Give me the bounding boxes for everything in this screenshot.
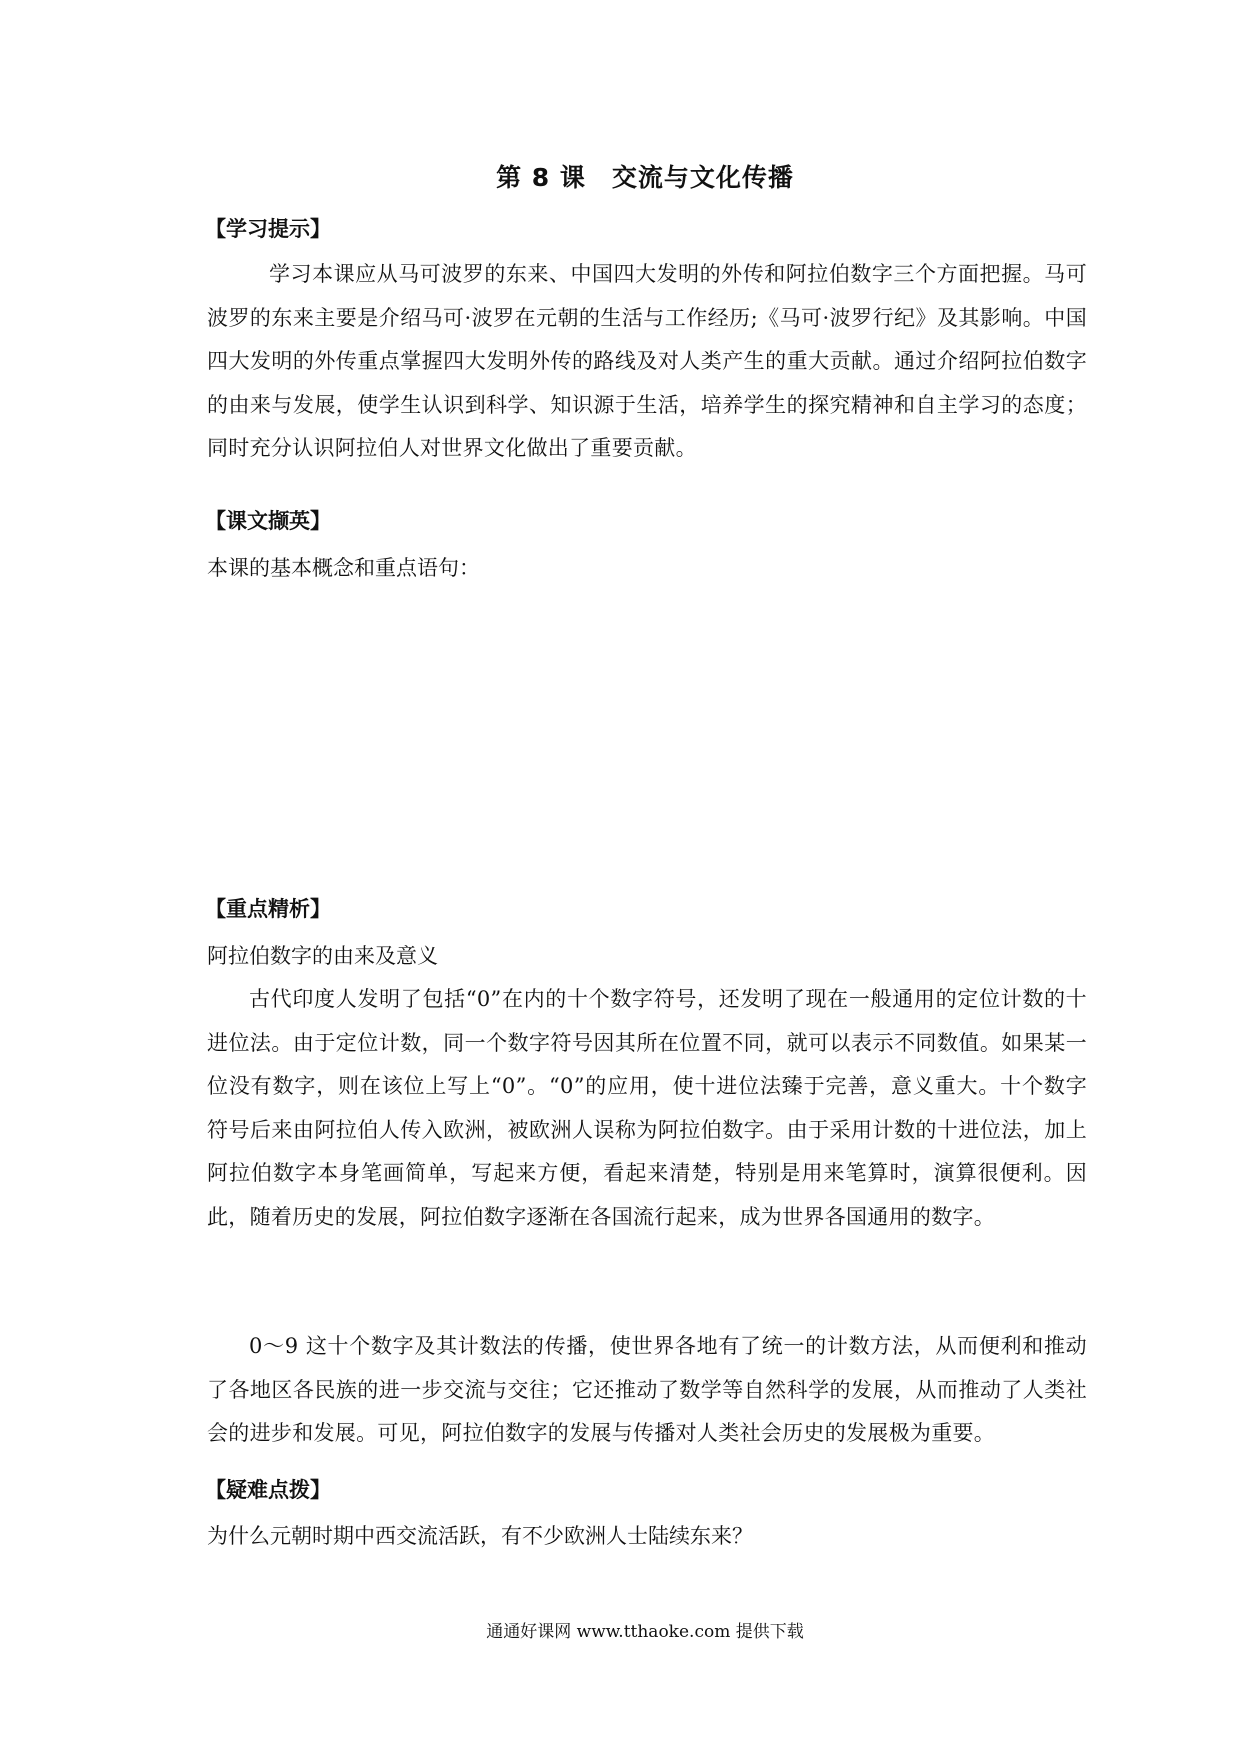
page-footer: 通通好课网 www.tthaoke.com 提供下载 — [486, 1622, 804, 1642]
difficulty-heading: 【疑难点拨】 — [205, 1478, 331, 1502]
key-analysis-paragraph-1: 古代印度人发明了包括“0”在内的十个数字符号，还发明了现在一般通用的定位计数的十进位法。由于定位计数，同一个数字符号因其所在位置不同，就可以表示不同数值。如果某一位没有数字，则在该位上写上“0”。“0”的应用，使十进位法臻于完善，意义重大。十个数字符号后来由阿拉伯人传入欧洲，被欧洲人误称为阿拉伯数字。由于采用计数的十进位法，加上阿拉伯数字本身笔画简单，写起来方便，看起来清楚，特别是用来笔算时，演算很便利。因此，随着历史的发展，阿拉伯数字逐渐在各国流行起来，成为世界各国通用的数字。 — [207, 987, 1087, 1229]
study-tips-body: 学习本课应从马可波罗的东来、中国四大发明的外传和阿拉伯数字三个方面把握。马可波罗的东来主要是介绍马可·波罗在元朝的生活与工作经历;《马可·波罗行纪》及其影响。中国四大发明的外传重点掌握四大发明外传的路线及对人类产生的重大贡献。通过介绍阿拉伯数字的由来与发展，使学生认识到科学、知识源于生活，培养学生的探究精神和自主学习的态度；同时充分认识阿拉伯人对世界文化做出了重要贡献。 — [207, 262, 1087, 460]
difficulty-question: 为什么元朝时期中西交流活跃，有不少欧洲人士陆续东来？ — [207, 1524, 753, 1548]
excerpt-intro: 本课的基本概念和重点语句： — [207, 556, 480, 580]
key-analysis-heading: 【重点精析】 — [205, 897, 331, 921]
key-analysis-subtitle: 阿拉伯数字的由来及意义 — [207, 944, 438, 968]
key-analysis-paragraph-2: 0～9 这十个数字及其计数法的传播，使世界各地有了统一的计数方法，从而便利和推动了各地区各民族的进一步交流与交往；它还推动了数学等自然科学的发展，从而推动了人类社会的进步和发展。可见，阿拉伯数字的发展与传播对人类社会历史的发展极为重要。 — [207, 1334, 1087, 1445]
lesson-title: 第 8 课 交流与文化传播 — [496, 163, 794, 192]
excerpt-heading: 【课文撷英】 — [205, 509, 331, 533]
study-tips-heading: 【学习提示】 — [205, 217, 331, 241]
